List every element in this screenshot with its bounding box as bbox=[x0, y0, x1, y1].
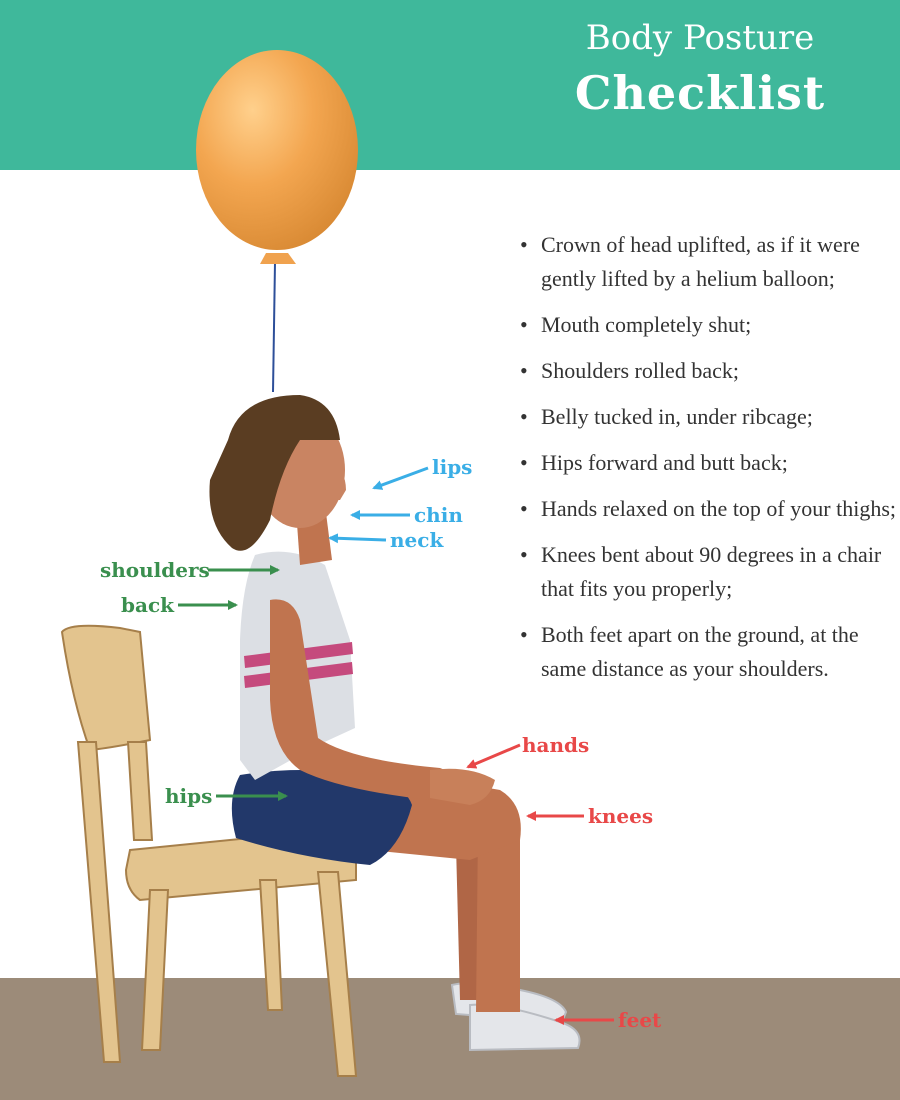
title-line-2: Checklist bbox=[574, 66, 826, 120]
label-hips: hips bbox=[165, 784, 213, 808]
checklist-item: • Knees bent about 90 degrees in a chair that fits you properly; bbox=[514, 538, 900, 606]
label-hands: hands bbox=[522, 733, 590, 757]
checklist-item: • Mouth completely shut; bbox=[514, 308, 900, 342]
label-chin: chin bbox=[414, 503, 463, 527]
arrow-neck bbox=[330, 538, 386, 540]
balloon bbox=[196, 50, 358, 392]
label-shoulders: shoulders bbox=[100, 558, 210, 582]
label-neck: neck bbox=[390, 528, 444, 552]
arrow-lips bbox=[374, 468, 428, 488]
arrow-hands bbox=[468, 745, 520, 767]
checklist-item: • Crown of head uplifted, as if it were gently lifted by a helium balloon; bbox=[514, 228, 900, 296]
posture-checklist bbox=[514, 228, 900, 698]
label-feet: feet bbox=[618, 1008, 662, 1032]
checklist-item: • Belly tucked in, under ribcage; bbox=[514, 400, 900, 434]
checklist-item: • Both feet apart on the ground, at the same distance as your shoulders. bbox=[514, 618, 900, 686]
title-line-1: Body Posture bbox=[585, 18, 815, 58]
label-lips: lips bbox=[432, 455, 473, 479]
checklist-item: • Hips forward and butt back; bbox=[514, 446, 900, 480]
checklist-item: • Shoulders rolled back; bbox=[514, 354, 900, 388]
label-knees: knees bbox=[588, 804, 654, 828]
label-back: back bbox=[121, 593, 174, 617]
checklist-item: • Hands relaxed on the top of your thighs; bbox=[514, 492, 900, 526]
